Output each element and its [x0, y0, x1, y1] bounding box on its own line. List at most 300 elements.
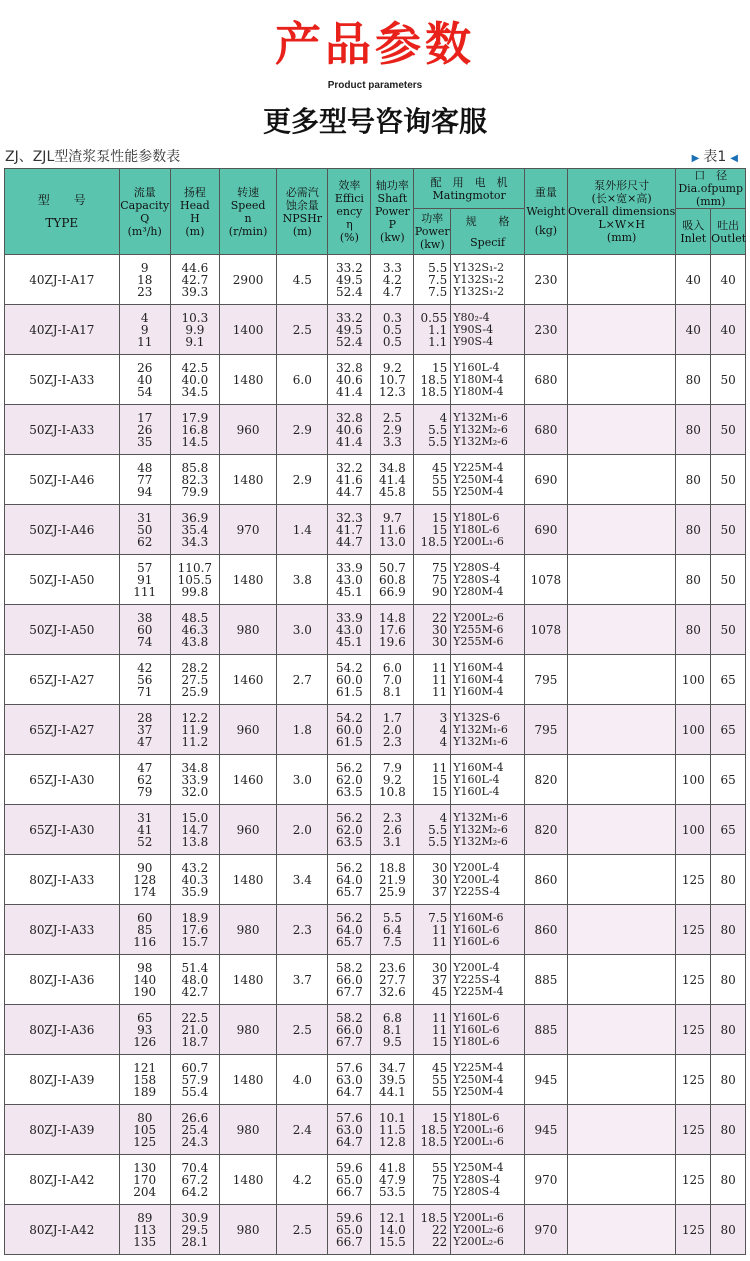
cell-motor-power-value: 1.1 — [428, 334, 448, 349]
cell-dimensions — [567, 805, 675, 855]
cell-efficiency-value: 41.7 — [336, 522, 363, 537]
cell-weight: 795 — [524, 705, 567, 755]
cell-shaft-power — [371, 855, 414, 905]
cell-motor-spec — [451, 1205, 525, 1255]
cell-outlet: 50 — [711, 555, 746, 605]
cell-motor-power-value: 45 — [431, 1060, 448, 1075]
cell-capacity-value: 98 — [137, 960, 153, 975]
cell-inlet: 125 — [676, 1105, 711, 1155]
cell-capacity-value: 125 — [133, 1134, 157, 1149]
cell-type: 50ZJ-I-A46 — [5, 505, 120, 555]
col-inlet: 吸入 Inlet — [676, 209, 711, 255]
cell-shaft-power-value: 14.0 — [379, 1222, 406, 1237]
cell-motor-spec-value: Y132M₁-6 — [453, 722, 508, 736]
cell-motor-spec-value: Y250M-4 — [453, 484, 504, 498]
cell-efficiency — [328, 755, 371, 805]
cell-inlet: 125 — [676, 955, 711, 1005]
cell-type: 65ZJ-I-A27 — [5, 655, 120, 705]
cell-efficiency — [328, 405, 371, 455]
cell-capacity-value: 113 — [133, 1222, 157, 1237]
cell-capacity — [119, 405, 170, 455]
cell-npshr: 3.4 — [277, 855, 328, 905]
cell-shaft-power-value: 9.5 — [382, 1034, 402, 1049]
table-row — [5, 505, 746, 555]
cell-motor-power — [414, 305, 451, 355]
cell-capacity-value: 28 — [137, 710, 153, 725]
cell-motor-power — [414, 805, 451, 855]
cell-motor-spec-value: Y225S-4 — [453, 972, 501, 986]
cell-efficiency-value: 49.5 — [336, 322, 363, 337]
cell-efficiency-value: 67.7 — [336, 984, 363, 999]
cell-motor-spec-value: Y160M-6 — [453, 910, 504, 924]
cell-speed: 1480 — [219, 555, 276, 605]
cell-efficiency — [328, 1205, 371, 1255]
cell-efficiency-value: 32.3 — [336, 510, 363, 525]
cell-motor-power — [414, 1105, 451, 1155]
cell-motor-spec-value: Y200L₁-6 — [453, 534, 504, 548]
cell-shaft-power-value: 45.8 — [379, 484, 406, 499]
cell-motor-spec-value: Y200L₁-6 — [453, 1122, 504, 1136]
cell-efficiency-value: 56.2 — [336, 910, 363, 925]
cell-motor-spec — [451, 555, 525, 605]
cell-head-value: 34.5 — [181, 384, 209, 399]
cell-capacity-value: 56 — [137, 672, 153, 687]
cell-outlet: 50 — [711, 355, 746, 405]
table-row — [5, 1005, 746, 1055]
cell-capacity-value: 9 — [140, 260, 149, 275]
cell-efficiency — [328, 855, 371, 905]
cell-shaft-power-value: 11.5 — [379, 1122, 406, 1137]
cell-motor-spec — [451, 755, 525, 805]
cell-motor-spec — [451, 505, 525, 555]
cell-capacity-value: 38 — [137, 610, 153, 625]
cell-efficiency-value: 54.2 — [336, 660, 363, 675]
cell-outlet: 80 — [711, 1155, 746, 1205]
cell-head-value: 28.1 — [181, 1234, 209, 1249]
cell-capacity-value: 52 — [137, 834, 153, 849]
cell-shaft-power-value: 5.5 — [382, 910, 402, 925]
cell-shaft-power-value: 32.6 — [379, 984, 406, 999]
cell-motor-spec-value: Y132M₁-6 — [453, 810, 508, 824]
cell-weight: 820 — [524, 805, 567, 855]
cell-motor-spec-value: Y160M-4 — [453, 684, 504, 698]
cell-weight: 860 — [524, 905, 567, 955]
cell-motor-power-value: 75 — [431, 1172, 448, 1187]
cell-motor-power-value: 18.5 — [420, 1210, 448, 1225]
cell-motor-power-value: 30 — [431, 960, 448, 975]
cell-capacity-value: 26 — [137, 422, 153, 437]
cell-efficiency — [328, 905, 371, 955]
cell-capacity-value: 62 — [137, 772, 153, 787]
cell-npshr: 2.0 — [277, 805, 328, 855]
cell-shaft-power-value: 21.9 — [379, 872, 406, 887]
cell-capacity-value: 18 — [137, 272, 153, 287]
cell-shaft-power-value: 12.1 — [379, 1210, 406, 1225]
cell-motor-power-value: 30 — [431, 872, 448, 887]
cell-motor-power-value: 18.5 — [420, 372, 448, 387]
cell-capacity-value: 23 — [137, 284, 153, 299]
cell-motor-spec-value: Y225S-4 — [453, 884, 501, 898]
cell-weight: 230 — [524, 255, 567, 305]
cell-efficiency-value: 65.7 — [336, 884, 363, 899]
cell-efficiency-value: 57.6 — [336, 1060, 363, 1075]
cell-shaft-power-value: 2.6 — [382, 822, 402, 837]
cell-head — [170, 1055, 219, 1105]
cell-inlet: 80 — [676, 355, 711, 405]
cell-dimensions — [567, 355, 675, 405]
cell-shaft-power-value: 7.9 — [382, 760, 402, 775]
cell-capacity-value: 130 — [133, 1160, 157, 1175]
cell-motor-power — [414, 1005, 451, 1055]
cell-weight: 690 — [524, 505, 567, 555]
cell-outlet: 50 — [711, 605, 746, 655]
consult-heading: 更多型号咨询客服 — [262, 105, 487, 138]
col-motor-spec: 规 格 Specif — [451, 209, 525, 255]
cell-speed: 1480 — [219, 955, 276, 1005]
col-head: 扬程 Head H (m) — [170, 169, 219, 255]
cell-speed: 1480 — [219, 455, 276, 505]
cell-capacity-value: 94 — [137, 484, 153, 499]
cell-capacity-value: 41 — [137, 822, 153, 837]
cell-capacity-value: 26 — [137, 360, 153, 375]
cell-type: 50ZJ-I-A33 — [5, 405, 120, 455]
cell-speed: 970 — [219, 505, 276, 555]
cell-motor-power — [414, 1205, 451, 1255]
cell-shaft-power-value: 9.7 — [382, 510, 402, 525]
cell-head — [170, 655, 219, 705]
cell-shaft-power — [371, 605, 414, 655]
cell-capacity-value: 158 — [133, 1072, 157, 1087]
cell-head-value: 46.3 — [181, 622, 209, 637]
cell-type: 50ZJ-I-A50 — [5, 605, 120, 655]
cell-efficiency-value: 66.7 — [336, 1234, 363, 1249]
cell-efficiency-value: 49.5 — [336, 272, 363, 287]
cell-weight: 690 — [524, 455, 567, 505]
cell-inlet: 100 — [676, 755, 711, 805]
cell-capacity-value: 9 — [140, 322, 149, 337]
table-row — [5, 355, 746, 405]
cell-motor-power-value: 22 — [431, 1222, 448, 1237]
cell-speed: 980 — [219, 1205, 276, 1255]
cell-shaft-power-value: 39.5 — [379, 1072, 406, 1087]
cell-capacity-value: 35 — [137, 434, 153, 449]
cell-shaft-power-value: 4.2 — [382, 272, 402, 287]
cell-shaft-power — [371, 955, 414, 1005]
cell-inlet: 80 — [676, 555, 711, 605]
cell-efficiency-value: 45.1 — [336, 634, 363, 649]
cell-efficiency — [328, 455, 371, 505]
col-motor-power: 功率 Power (kw) — [414, 209, 451, 255]
cell-shaft-power — [371, 555, 414, 605]
cell-efficiency — [328, 805, 371, 855]
cell-efficiency-value: 32.2 — [336, 460, 363, 475]
cell-shaft-power-value: 7.0 — [382, 672, 402, 687]
cell-motor-spec — [451, 255, 525, 305]
cell-capacity — [119, 855, 170, 905]
cell-shaft-power-value: 41.4 — [379, 472, 406, 487]
col-outlet: 吐出 Outlet — [711, 209, 746, 255]
cell-efficiency-value: 63.0 — [336, 1072, 363, 1087]
cell-motor-power-value: 75 — [431, 1184, 448, 1199]
cell-efficiency-value: 65.7 — [336, 934, 363, 949]
cell-inlet: 40 — [676, 255, 711, 305]
cell-head-value: 79.9 — [181, 484, 209, 499]
cell-shaft-power-value: 34.8 — [379, 460, 406, 475]
cell-motor-power — [414, 955, 451, 1005]
cell-efficiency — [328, 555, 371, 605]
cell-head-value: 13.8 — [181, 834, 209, 849]
cell-weight: 680 — [524, 355, 567, 405]
cell-motor-spec-value: Y132M₂-6 — [453, 822, 508, 836]
cell-head-value: 55.4 — [181, 1084, 209, 1099]
cell-inlet: 80 — [676, 405, 711, 455]
cell-motor-power-value: 11 — [431, 672, 448, 687]
cell-capacity-value: 90 — [137, 860, 153, 875]
cell-shaft-power-value: 47.9 — [379, 1172, 406, 1187]
cell-motor-spec-value: Y90S-4 — [453, 334, 494, 348]
cell-dimensions — [567, 1155, 675, 1205]
cell-weight: 680 — [524, 405, 567, 455]
table-row — [5, 405, 746, 455]
cell-efficiency-value: 59.6 — [336, 1160, 363, 1175]
arrow-left-icon: ◀ — [730, 153, 738, 164]
cell-motor-power-value: 15 — [431, 360, 448, 375]
cell-capacity-value: 62 — [137, 534, 153, 549]
cell-dimensions — [567, 605, 675, 655]
cell-shaft-power-value: 2.5 — [382, 410, 402, 425]
cell-capacity-value: 80 — [137, 1110, 153, 1125]
cell-motor-power — [414, 355, 451, 405]
cell-type: 80ZJ-I-A33 — [5, 855, 120, 905]
cell-motor-power-value: 55 — [431, 472, 448, 487]
cell-inlet: 125 — [676, 1005, 711, 1055]
cell-capacity-value: 121 — [133, 1060, 157, 1075]
page-subtitle: Product parameters — [327, 80, 423, 91]
cell-shaft-power-value: 50.7 — [379, 560, 406, 575]
cell-motor-spec — [451, 1155, 525, 1205]
cell-motor-spec-value: Y180M-4 — [453, 384, 504, 398]
cell-capacity-value: 140 — [133, 972, 157, 987]
cell-head-value: 70.4 — [181, 1160, 209, 1175]
cell-efficiency-value: 52.4 — [336, 284, 363, 299]
cell-shaft-power-value: 12.8 — [379, 1134, 406, 1149]
cell-efficiency-value: 66.0 — [336, 972, 363, 987]
cell-shaft-power — [371, 905, 414, 955]
cell-motor-power-value: 55 — [431, 484, 448, 499]
cell-motor-spec-value: Y180M-4 — [453, 372, 504, 386]
cell-shaft-power-value: 6.8 — [382, 1010, 402, 1025]
cell-efficiency-value: 66.0 — [336, 1022, 363, 1037]
cell-head-value: 30.9 — [181, 1210, 209, 1225]
table-row — [5, 1105, 746, 1155]
cell-outlet: 50 — [711, 505, 746, 555]
cell-head-value: 57.9 — [181, 1072, 209, 1087]
cell-head-value: 36.9 — [181, 510, 209, 525]
cell-dimensions — [567, 505, 675, 555]
cell-motor-spec-value: Y200L₁-6 — [453, 1134, 504, 1148]
table-row — [5, 755, 746, 805]
cell-motor-power-value: 4 — [439, 722, 448, 737]
cell-type: 50ZJ-I-A33 — [5, 355, 120, 405]
cell-motor-power-value: 5.5 — [428, 834, 448, 849]
cell-efficiency — [328, 1105, 371, 1155]
cell-motor-spec-value: Y225M-4 — [453, 460, 504, 474]
cell-motor-power-value: 45 — [431, 460, 448, 475]
cell-motor-power — [414, 905, 451, 955]
table-row — [5, 305, 746, 355]
table-row — [5, 1155, 746, 1205]
cell-capacity — [119, 555, 170, 605]
cell-efficiency-value: 65.0 — [336, 1172, 363, 1187]
cell-head-value: 60.7 — [181, 1060, 209, 1075]
cell-inlet: 80 — [676, 455, 711, 505]
cell-motor-spec-value: Y200L₁-6 — [453, 1210, 504, 1224]
cell-npshr: 1.4 — [277, 505, 328, 555]
cell-capacity-value: 47 — [137, 760, 153, 775]
cell-type: 80ZJ-I-A39 — [5, 1055, 120, 1105]
cell-efficiency-value: 54.2 — [336, 710, 363, 725]
cell-efficiency-value: 63.5 — [336, 784, 363, 799]
cell-efficiency — [328, 505, 371, 555]
cell-motor-spec-value: Y132S₁-2 — [453, 260, 505, 274]
cell-head — [170, 1005, 219, 1055]
cell-head-value: 42.5 — [181, 360, 209, 375]
cell-motor-spec-value: Y200L-4 — [453, 960, 500, 974]
cell-capacity-value: 111 — [133, 584, 157, 599]
cell-shaft-power-value: 17.6 — [379, 622, 406, 637]
cell-head-value: 9.1 — [185, 334, 205, 349]
cell-efficiency-value: 33.9 — [336, 610, 363, 625]
cell-capacity-value: 116 — [133, 934, 157, 949]
cell-motor-power — [414, 555, 451, 605]
cell-outlet: 80 — [711, 905, 746, 955]
cell-motor-power-value: 75 — [431, 572, 448, 587]
cell-motor-power-value: 90 — [431, 584, 448, 599]
cell-speed: 1480 — [219, 855, 276, 905]
cell-motor-spec — [451, 1005, 525, 1055]
cell-capacity — [119, 805, 170, 855]
cell-efficiency-value: 57.6 — [336, 1110, 363, 1125]
table-row — [5, 855, 746, 905]
cell-head — [170, 905, 219, 955]
cell-motor-spec — [451, 1105, 525, 1155]
cell-npshr: 2.3 — [277, 905, 328, 955]
cell-motor-spec-value: Y280S-4 — [453, 572, 501, 586]
cell-motor-spec-value: Y200L₂-6 — [453, 1234, 504, 1248]
cell-head-value: 25.9 — [181, 684, 209, 699]
cell-head-value: 33.9 — [181, 772, 209, 787]
cell-speed: 2900 — [219, 255, 276, 305]
cell-efficiency-value: 43.0 — [336, 572, 363, 587]
cell-motor-spec-value: Y132S-6 — [453, 710, 501, 724]
cell-motor-spec-value: Y180L-6 — [453, 1034, 500, 1048]
cell-efficiency-value: 64.7 — [336, 1134, 363, 1149]
col-overall-dimensions: 泵外形尺寸 (长×宽×高) Overall dimensions L×W×H (mm) — [567, 169, 675, 255]
cell-npshr: 6.0 — [277, 355, 328, 405]
cell-capacity-value: 54 — [137, 384, 153, 399]
cell-motor-spec-value: Y280M-4 — [453, 584, 504, 598]
cell-motor-power-value: 18.5 — [420, 1122, 448, 1137]
cell-capacity-value: 57 — [137, 560, 153, 575]
cell-motor-power-value: 15 — [431, 772, 448, 787]
cell-motor-power — [414, 455, 451, 505]
cell-motor-spec-value: Y250M-4 — [453, 472, 504, 486]
cell-motor-power-value: 1.1 — [428, 322, 448, 337]
cell-efficiency-value: 40.6 — [336, 372, 363, 387]
cell-dimensions — [567, 555, 675, 605]
cell-dimensions — [567, 705, 675, 755]
col-mating-motor: 配 用 电 机 Matingmotor — [414, 169, 525, 209]
cell-type: 80ZJ-I-A42 — [5, 1155, 120, 1205]
cell-capacity — [119, 255, 170, 305]
cell-capacity-value: 60 — [137, 622, 153, 637]
cell-efficiency-value: 64.7 — [336, 1084, 363, 1099]
col-diameter: 口 径 Dia.ofpump (mm) — [676, 169, 746, 209]
col-capacity: 流量 Capacity Q (m³/h) — [119, 169, 170, 255]
cell-shaft-power — [371, 1155, 414, 1205]
cell-efficiency-value: 33.2 — [336, 310, 363, 325]
cell-shaft-power-value: 3.3 — [382, 434, 402, 449]
cell-efficiency-value: 60.0 — [336, 672, 363, 687]
cell-capacity-value: 31 — [137, 810, 153, 825]
cell-outlet: 80 — [711, 1055, 746, 1105]
cell-npshr: 2.5 — [277, 1205, 328, 1255]
cell-motor-spec — [451, 1055, 525, 1105]
cell-capacity — [119, 1005, 170, 1055]
cell-capacity — [119, 705, 170, 755]
cell-motor-power-value: 4 — [439, 810, 448, 825]
cell-motor-spec — [451, 855, 525, 905]
cell-motor-power — [414, 655, 451, 705]
cell-inlet: 100 — [676, 705, 711, 755]
cell-capacity-value: 48 — [137, 460, 153, 475]
cell-shaft-power-value: 11.6 — [379, 522, 406, 537]
cell-head-value: 11.9 — [181, 722, 209, 737]
table-row — [5, 605, 746, 655]
cell-type: 40ZJ-I-A17 — [5, 305, 120, 355]
cell-motor-spec-value: Y280S-4 — [453, 1172, 501, 1186]
cell-efficiency — [328, 1155, 371, 1205]
cell-motor-power-value: 15 — [431, 510, 448, 525]
cell-type: 65ZJ-I-A27 — [5, 705, 120, 755]
cell-head-value: 44.6 — [181, 260, 209, 275]
cell-outlet: 65 — [711, 755, 746, 805]
table-row — [5, 705, 746, 755]
page-title: 产品参数 — [275, 17, 475, 71]
cell-motor-spec-value: Y280S-4 — [453, 560, 501, 574]
arrow-right-icon: ▶ — [691, 153, 700, 164]
cell-head-value: 16.8 — [181, 422, 209, 437]
cell-motor-power-value: 37 — [431, 972, 448, 987]
cell-head-value: 32.0 — [181, 784, 209, 799]
cell-efficiency-value: 44.7 — [336, 534, 363, 549]
cell-head-value: 35.9 — [181, 884, 209, 899]
cell-npshr: 2.9 — [277, 405, 328, 455]
cell-capacity-value: 170 — [133, 1172, 157, 1187]
cell-shaft-power — [371, 405, 414, 455]
cell-motor-power-value: 11 — [431, 760, 448, 775]
cell-efficiency — [328, 305, 371, 355]
cell-motor-power-value: 18.5 — [420, 534, 448, 549]
cell-type: 80ZJ-I-A42 — [5, 1205, 120, 1255]
cell-dimensions — [567, 1005, 675, 1055]
cell-efficiency-value: 56.2 — [336, 860, 363, 875]
cell-dimensions — [567, 1105, 675, 1155]
cell-motor-spec — [451, 955, 525, 1005]
cell-shaft-power-value: 1.7 — [382, 710, 402, 725]
cell-efficiency-value: 44.7 — [336, 484, 363, 499]
cell-motor-power — [414, 255, 451, 305]
